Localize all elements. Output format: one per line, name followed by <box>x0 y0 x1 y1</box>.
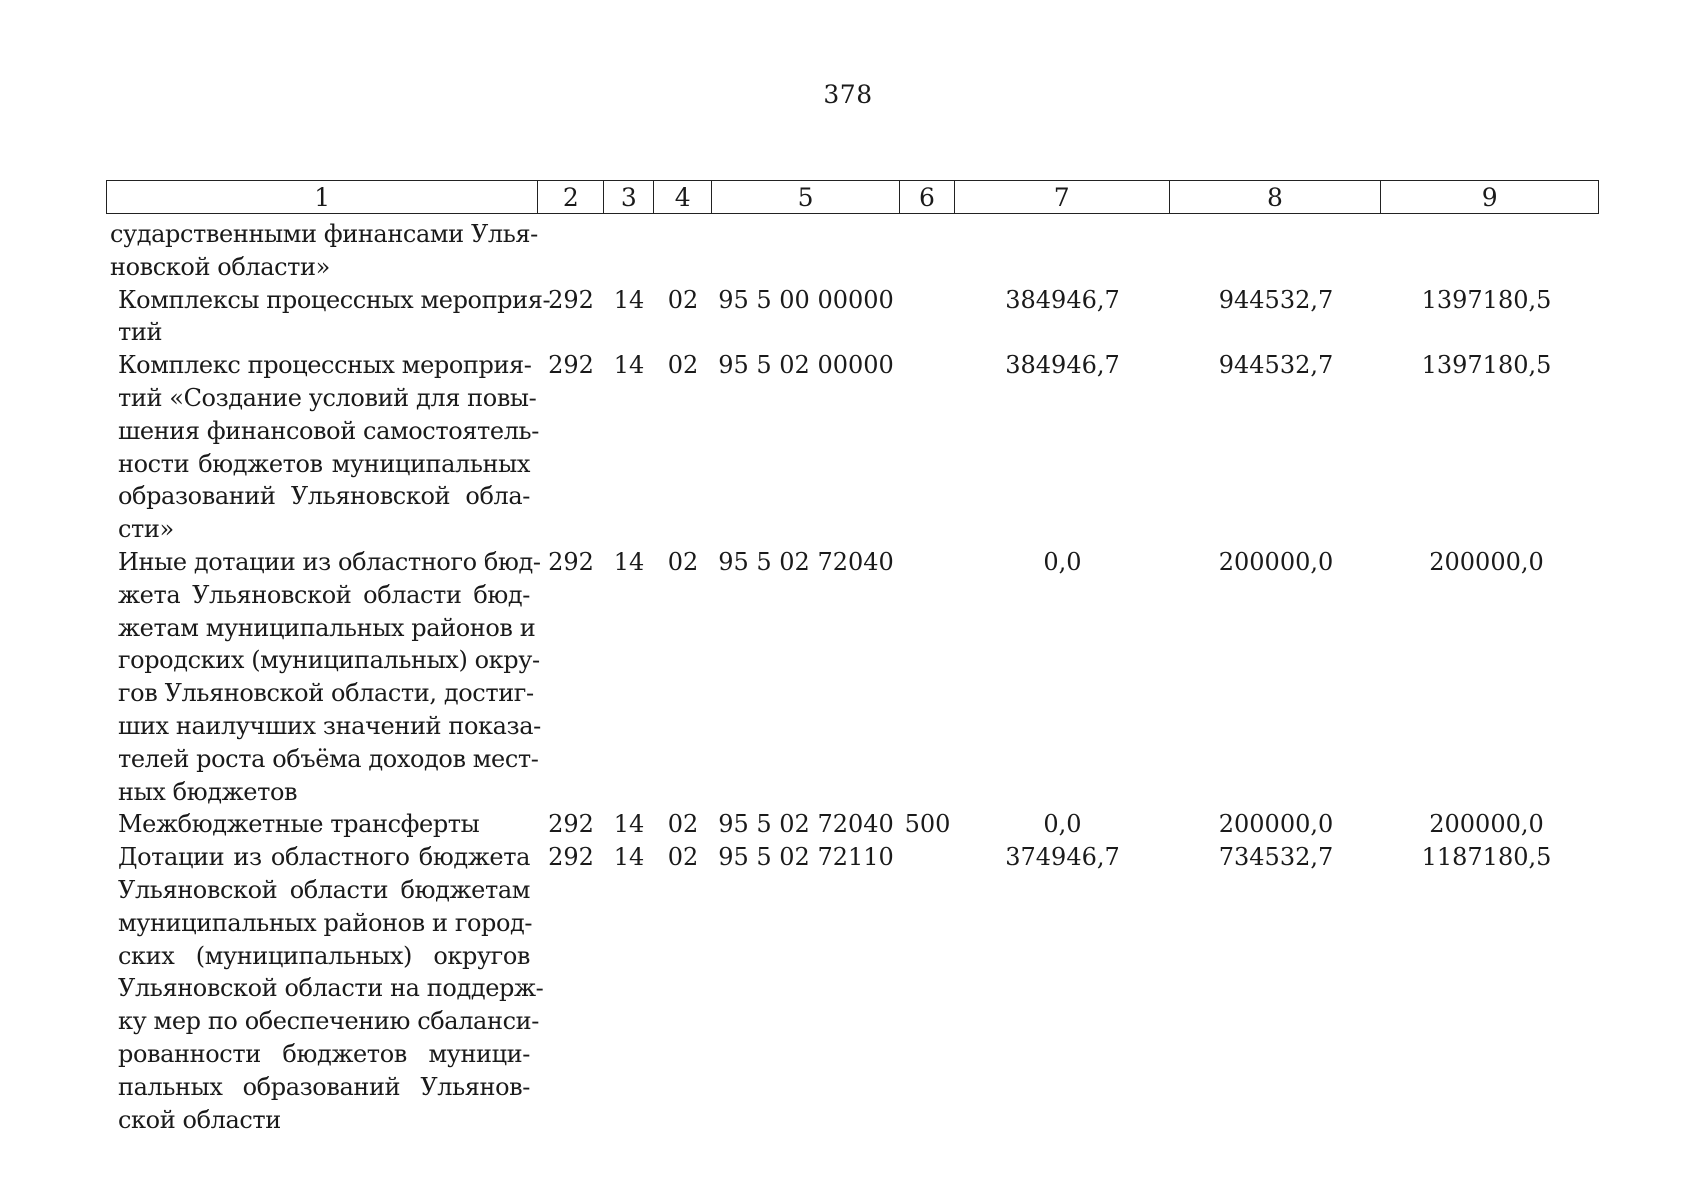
cell-text-line: телей роста объёма доходов мест- <box>118 744 539 773</box>
page-number: 378 <box>823 80 873 109</box>
header-col-5: 5 <box>712 181 900 213</box>
cell-text-line: муниципальных районов и город- <box>118 908 533 937</box>
cell-col-4: 02 <box>667 285 699 314</box>
cell-col-7: 374946,7 <box>1005 843 1120 872</box>
cell-col-8: 200000,0 <box>1218 810 1334 839</box>
cell-col-1 <box>106 841 544 1136</box>
cell-text-line: рованности бюджетов муници- <box>118 1039 530 1068</box>
cell-col-8: 944532,7 <box>1218 285 1334 314</box>
cell-col-3: 14 <box>613 285 645 314</box>
cell-col-3: 14 <box>613 843 645 872</box>
cell-text-line: Ульяновской области бюджетам <box>118 875 530 904</box>
cell-col-4: 02 <box>667 810 699 839</box>
cell-col-5: 95 5 02 00000 <box>718 351 894 380</box>
cell-text-line: Дотации из областного бюджета <box>118 843 530 872</box>
cell-text-line: Комплекс процессных мероприя- <box>118 351 532 380</box>
table-body <box>106 218 1599 1136</box>
cell-text-line: сударственными финансами Улья- <box>110 220 538 248</box>
header-col-7: 7 <box>955 181 1170 213</box>
cell-col-1 <box>106 808 538 841</box>
cell-col-1 <box>106 284 551 350</box>
cell-col-3: 14 <box>613 810 645 839</box>
cell-col-2: 292 <box>548 285 594 314</box>
cell-col-4: 02 <box>667 843 699 872</box>
table-row <box>106 808 1599 841</box>
cell-text-line: гов Ульяновской области, достиг- <box>118 679 534 708</box>
cell-text-line: тий «Создание условий для повы- <box>118 383 537 412</box>
header-col-9: 9 <box>1481 182 1498 212</box>
cell-col-1 <box>106 218 538 284</box>
cell-col-5: 95 5 02 72040 <box>718 810 894 839</box>
cell-col-5: 95 5 00 00000 <box>718 285 894 314</box>
cell-col-9: 200000,0 <box>1429 810 1544 839</box>
cell-text-line: ших наилучших значений показа- <box>118 711 541 740</box>
cell-col-1 <box>106 546 541 808</box>
table-row <box>106 841 1599 1136</box>
cell-text-line: жета Ульяновской области бюд- <box>118 580 530 609</box>
cell-col-3: 14 <box>613 547 645 576</box>
cell-text-line: ных бюджетов <box>118 777 298 806</box>
table-row <box>106 218 1599 284</box>
cell-col-5: 95 5 02 72040 <box>718 547 894 576</box>
cell-col-7: 384946,7 <box>1005 351 1120 380</box>
table-header-row <box>106 180 1599 214</box>
cell-col-5: 95 5 02 72110 <box>718 843 894 872</box>
cell-text-line: ку мер по обеспечению сбаланси- <box>118 1007 539 1036</box>
header-col-6: 6 <box>900 181 955 213</box>
cell-text-line: сти» <box>118 515 174 544</box>
cell-col-8: 200000,0 <box>1218 547 1334 576</box>
cell-col-9: 1397180,5 <box>1421 351 1552 380</box>
table-row <box>106 546 1599 808</box>
table-row <box>106 284 1599 350</box>
cell-text-line: Ульяновской области на поддерж- <box>118 974 544 1003</box>
cell-text-line: тий <box>118 318 163 347</box>
cell-col-9: 1397180,5 <box>1421 285 1552 314</box>
cell-text-line: ских (муниципальных) округов <box>118 941 530 970</box>
cell-col-9: 200000,0 <box>1429 547 1544 576</box>
cell-text-line: Межбюджетные трансферты <box>118 810 480 839</box>
cell-text-line: шения финансовой самостоятель- <box>118 416 539 445</box>
cell-text-line: ности бюджетов муниципальных <box>118 449 530 478</box>
cell-text-line: пальных образований Ульянов- <box>118 1072 530 1101</box>
cell-col-4: 02 <box>667 547 699 576</box>
cell-col-7: 384946,7 <box>1005 285 1120 314</box>
header-col-2: 2 <box>538 181 604 213</box>
cell-text-line: Иные дотации из областного бюд- <box>118 547 541 576</box>
cell-col-2: 292 <box>548 351 594 380</box>
cell-text-line: городских (муниципальных) окру- <box>118 646 540 675</box>
cell-text-line: жетам муниципальных районов и <box>118 613 536 642</box>
header-col-4: 4 <box>654 181 712 213</box>
header-col-3: 3 <box>604 181 654 213</box>
cell-col-4: 02 <box>667 351 699 380</box>
cell-col-8: 944532,7 <box>1218 351 1334 380</box>
cell-col-2: 292 <box>548 810 594 839</box>
cell-col-1 <box>106 349 538 546</box>
cell-col-6: 500 <box>904 810 951 839</box>
cell-text-line: ской области <box>118 1105 281 1134</box>
header-col-8: 8 <box>1170 181 1382 213</box>
cell-col-8: 734532,7 <box>1218 843 1334 872</box>
cell-col-7: 0,0 <box>1043 547 1082 576</box>
cell-text-line: новской области» <box>110 252 330 281</box>
cell-col-7: 0,0 <box>1043 810 1082 839</box>
cell-text-line: образований Ульяновской обла- <box>118 482 530 511</box>
cell-text-line: Комплексы процессных мероприя- <box>118 285 551 314</box>
cell-col-9: 1187180,5 <box>1421 843 1552 872</box>
table-row <box>106 349 1599 546</box>
cell-col-3: 14 <box>613 351 645 380</box>
header-col-1: 1 <box>107 181 538 213</box>
cell-col-2: 292 <box>548 843 594 872</box>
cell-col-2: 292 <box>548 547 594 576</box>
